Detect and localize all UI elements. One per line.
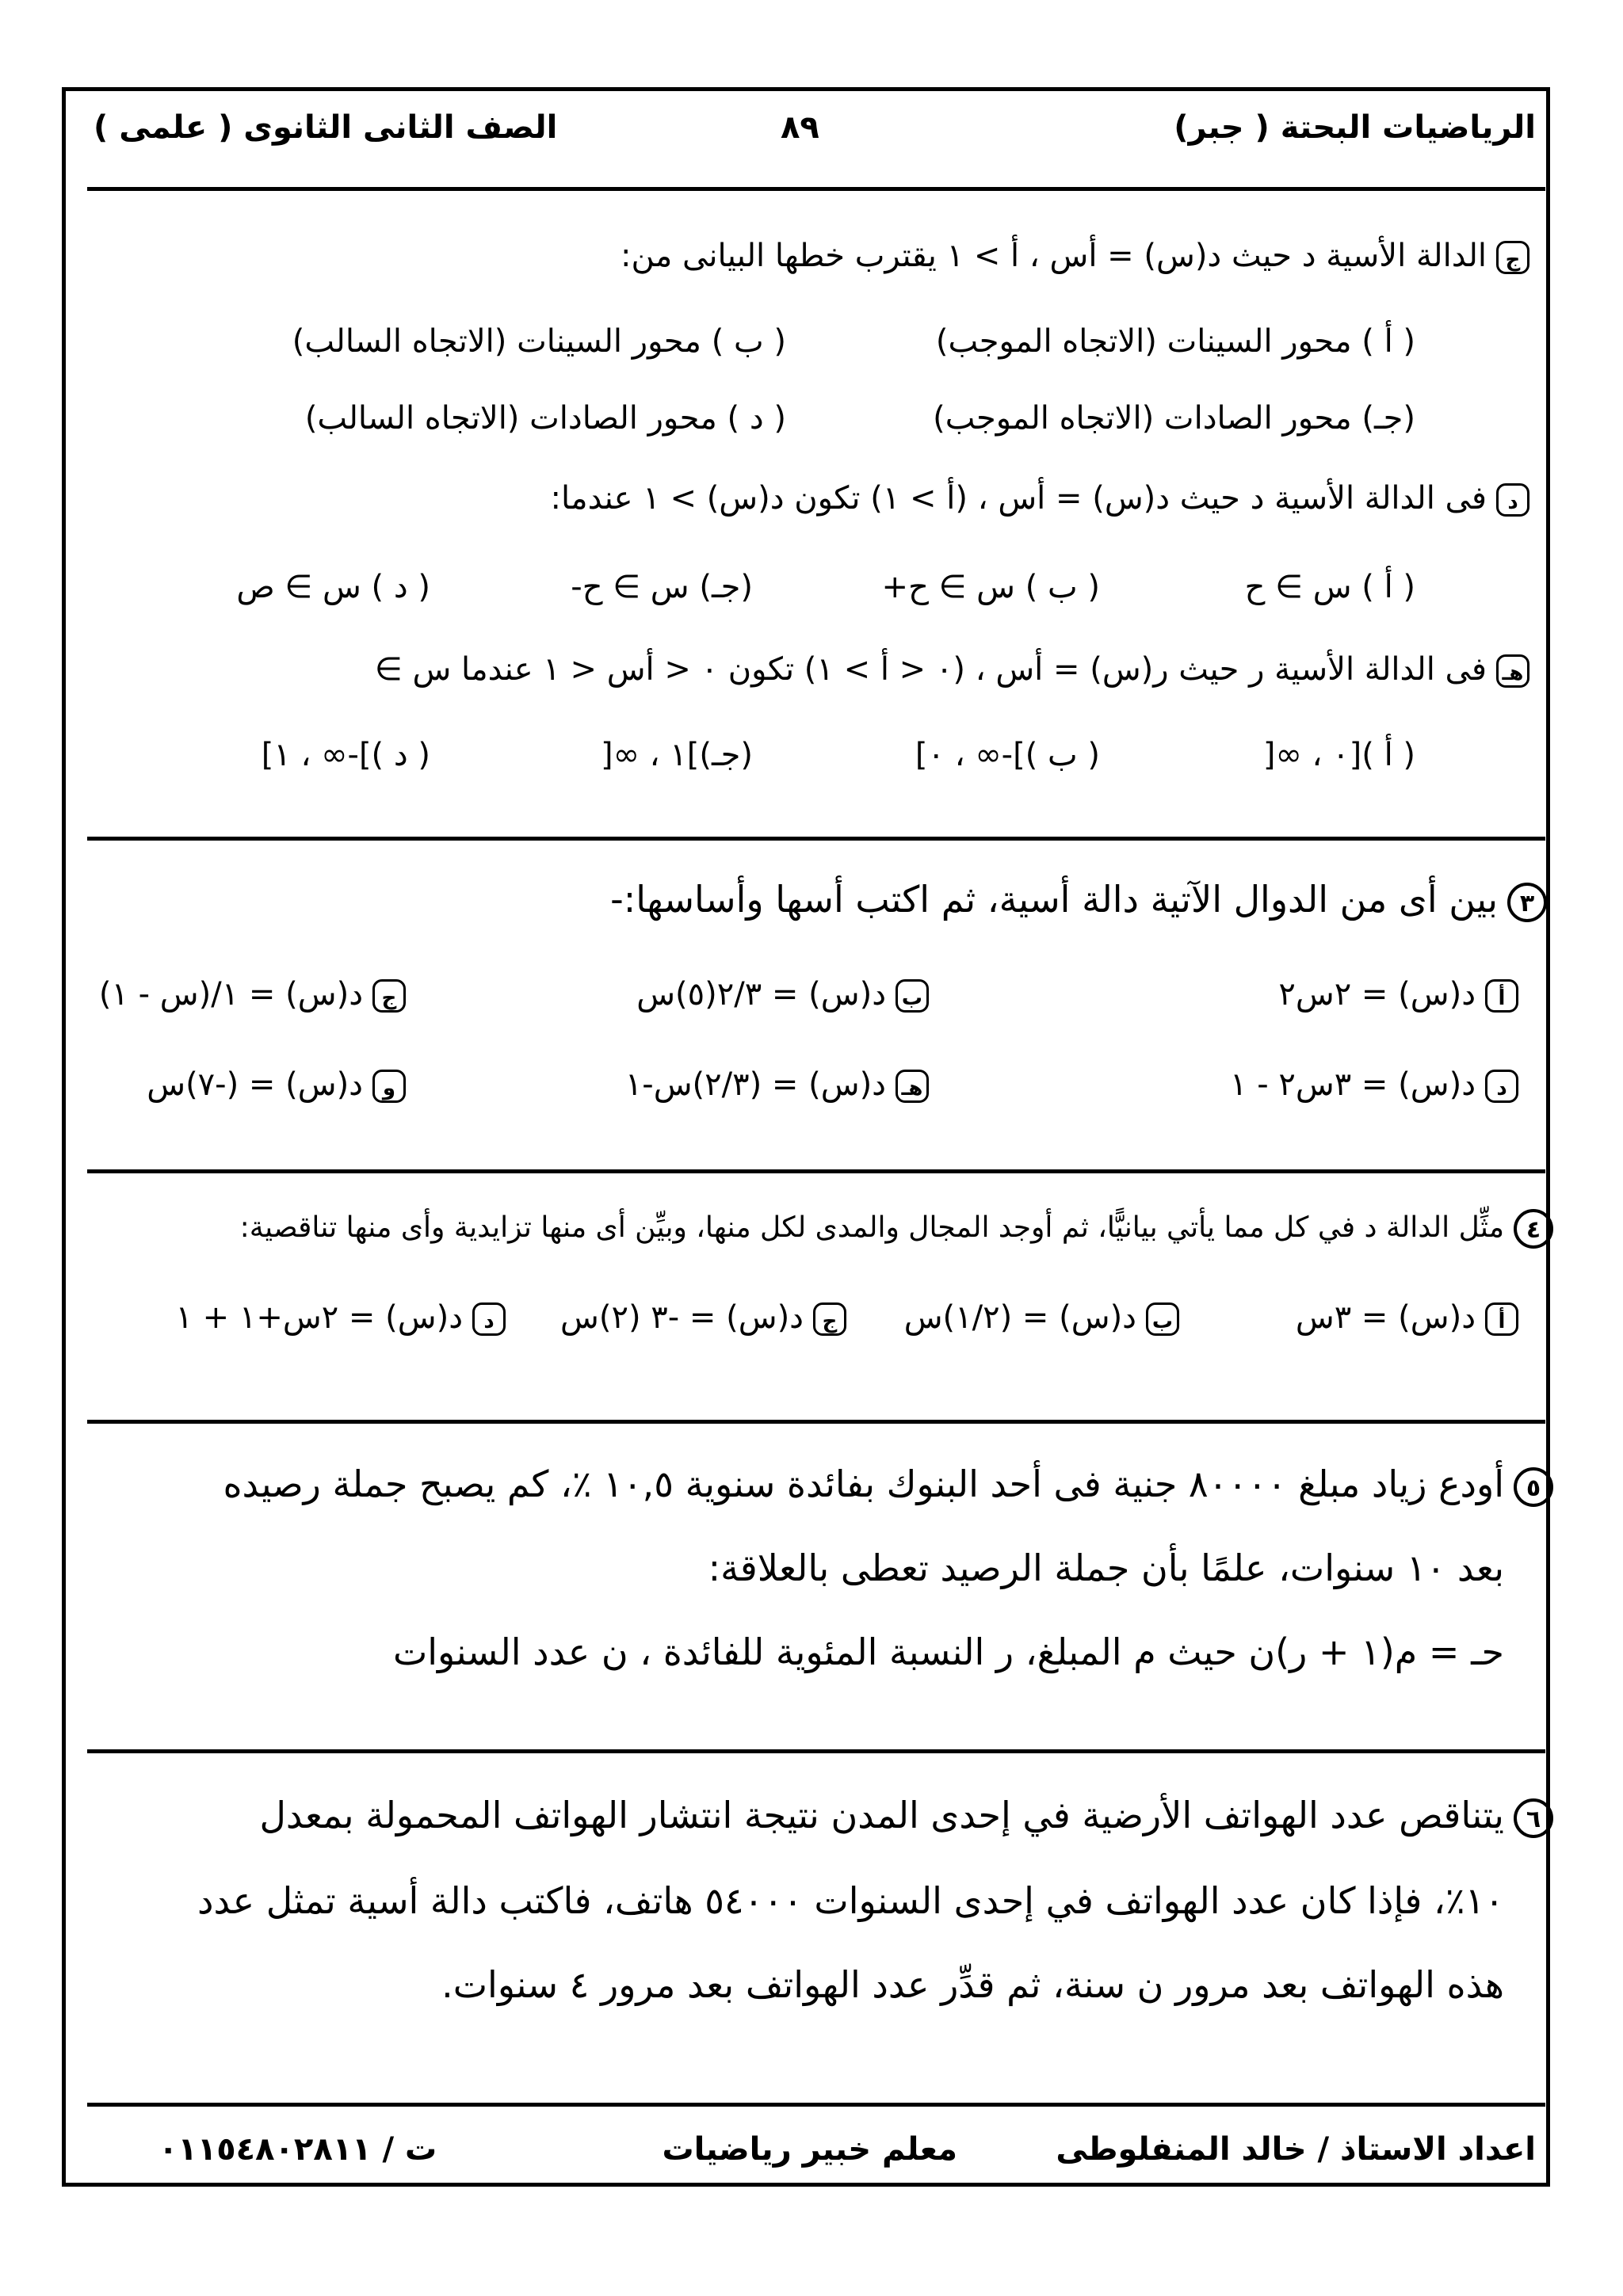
q3-badge-b: ب (896, 979, 929, 1013)
q5-number: ٥ (1514, 1467, 1553, 1507)
q3-text: بين أى من الدوال الآتية دالة أسية، ثم اكتب أسها وأساسها:- (610, 878, 1498, 921)
q3-expr-f: د(س) = (-٧)س (147, 1066, 363, 1103)
q3-number: ٣ (1507, 883, 1547, 922)
q3-badge-f: و (372, 1070, 406, 1103)
q5-line-2: بعد ١٠ سنوات، علمًا بأن جملة الرصيد تعطى بالعلاقة: (708, 1547, 1504, 1589)
q4-badge-c: ج (813, 1302, 846, 1336)
q4-number: ٤ (1514, 1209, 1553, 1249)
q3-expr-b: د(س) = ٢/٣(٥)س (636, 976, 886, 1013)
q3-item-f (147, 1066, 406, 1103)
divider-3 (87, 1420, 1545, 1424)
q3-expr-c: د(س) = ١/(س - ١) (98, 976, 363, 1013)
header-grade: الصف الثانى الثانوى ( علمى ) (94, 109, 558, 146)
q4-expr-b: د(س) = (١/٢)س (903, 1299, 1136, 1336)
part-d-option-a: ( أ ) س ∋ ح (1244, 569, 1415, 605)
header-divider (87, 187, 1545, 191)
part-e-option-c: (جـ)]١ ، ∞[ (600, 737, 753, 773)
part-e-text: فى الدالة الأسية ر حيث ر(س) = أس ، (٠ < أ > ١) تكون ٠ < أس < ١ عندما س ∋ (374, 651, 1487, 688)
part-d-badge: د (1496, 483, 1529, 517)
part-d-option-b: ( ب ) س ∋ ح+ (881, 569, 1100, 605)
header-page-number: ٨٩ (781, 109, 819, 146)
q6-line-2: ١٠٪، فإذا كان عدد الهواتف في إحدى السنوات ٥٤٠٠٠ هاتف، فاكتب دالة أسية تمثل عدد (197, 1879, 1504, 1922)
q3-question (610, 878, 1547, 922)
part-d-option-d: ( د ) س ∋ ص (236, 569, 430, 605)
part-e-option-d: ( د )]-∞ ، ١] (261, 737, 430, 773)
q3-expr-a: د(س) = ٢س٢ (1278, 976, 1476, 1013)
q4-question (240, 1209, 1553, 1249)
part-c-option-a: ( أ ) محور السينات (الاتجاه الموجب) (935, 323, 1415, 360)
divider-2 (87, 1169, 1545, 1173)
q5-line-3: حـ = م(١ + ر)ن حيث م المبلغ، ر النسبة المئوية للفائدة ، ن عدد السنوات (392, 1630, 1504, 1673)
footer-author: اعداد الاستاذ / خالد المنفلوطى (1056, 2131, 1536, 2168)
q4-badge-d: د (472, 1302, 506, 1336)
q4-expr-a: د(س) = ٣س (1295, 1299, 1476, 1336)
q3-badge-c: ج (372, 979, 406, 1013)
divider-4 (87, 1749, 1545, 1753)
part-d-question (551, 480, 1529, 517)
divider-1 (87, 837, 1545, 841)
footer-phone: ت / ٠١١٥٤٨٠٢٨١١ (158, 2131, 437, 2168)
q6-line-1 (259, 1794, 1553, 1838)
part-c-option-b: ( ب ) محور السينات (الاتجاه السالب) (292, 323, 786, 360)
q3-item-c (99, 976, 406, 1013)
part-e-badge: هـ (1496, 654, 1529, 688)
part-c-badge: ج (1496, 241, 1529, 274)
q4-badge-a: أ (1485, 1302, 1518, 1336)
header-subject: الرياضيات البحتة ( جبر) (1174, 109, 1536, 146)
q6-text-1: يتناقص عدد الهواتف الأرضية في إحدى المدن نتيجة انتشار الهواتف المحمولة بمعدل (259, 1794, 1504, 1836)
part-c-question (621, 238, 1529, 274)
q5-text-1: أودع زياد مبلغ ٨٠٠٠٠ جنية فى أحد البنوك بفائدة سنوية ١٠,٥ ٪، كم يصبح جملة رصيده (223, 1463, 1504, 1505)
q4-text: مثِّل الدالة د في كل مما يأتي بيانيًّا، ثم أوجد المجال والمدى لكل منها، وبيِّن أى منها تزايدية وأى منها تناقصية: (239, 1211, 1504, 1244)
q3-item-e (625, 1066, 929, 1103)
q3-badge-d: د (1485, 1070, 1518, 1103)
q4-badge-b: ب (1146, 1302, 1179, 1336)
part-d-text: فى الدالة الأسية د حيث د(س) = أس ، (أ > ١) تكون د(س) > ١ عندما: (550, 480, 1487, 517)
footer-title: معلم خبير رياضيات (662, 2131, 957, 2168)
q3-item-d (1230, 1066, 1518, 1103)
q4-item-a (1296, 1299, 1518, 1336)
q3-badge-a: أ (1485, 979, 1518, 1013)
q3-item-a (1278, 976, 1518, 1013)
part-c-option-d: ( د ) محور الصادات (الاتجاه السالب) (304, 400, 786, 437)
q6-line-3: هذه الهواتف بعد مرور ن سنة، ثم قدِّر عدد الهواتف بعد مرور ٤ سنوات. (441, 1963, 1504, 2006)
part-c-text: الدالة الأسية د حيث د(س) = أس ، أ > ١ يقترب خطها البيانى من: (620, 238, 1487, 274)
q4-item-d (175, 1299, 506, 1336)
q4-item-c (560, 1299, 846, 1336)
q3-expr-e: د(س) = (٢/٣)س-١ (624, 1066, 886, 1103)
q6-number: ٦ (1514, 1798, 1553, 1838)
q3-item-b (636, 976, 929, 1013)
part-e-option-b: ( ب )]-∞ ، ٠] (915, 737, 1100, 773)
footer-divider (87, 2103, 1545, 2107)
q4-expr-c: د(س) = -٣ (٢)س (560, 1299, 804, 1336)
q4-item-b (904, 1299, 1179, 1336)
part-d-option-c: (جـ) س ∋ ح- (571, 569, 753, 605)
part-c-option-c: (جـ) محور الصادات (الاتجاه الموجب) (933, 400, 1415, 437)
part-e-option-a: ( أ )[٠ ، ∞[ (1262, 737, 1415, 773)
q5-line-1 (223, 1463, 1553, 1507)
q4-expr-d: د(س) = ٢س+١ + ١ (175, 1299, 463, 1336)
q3-badge-e: هـ (896, 1070, 929, 1103)
q3-expr-d: د(س) = ٣س٢ - ١ (1230, 1066, 1476, 1103)
part-e-question (375, 651, 1529, 688)
